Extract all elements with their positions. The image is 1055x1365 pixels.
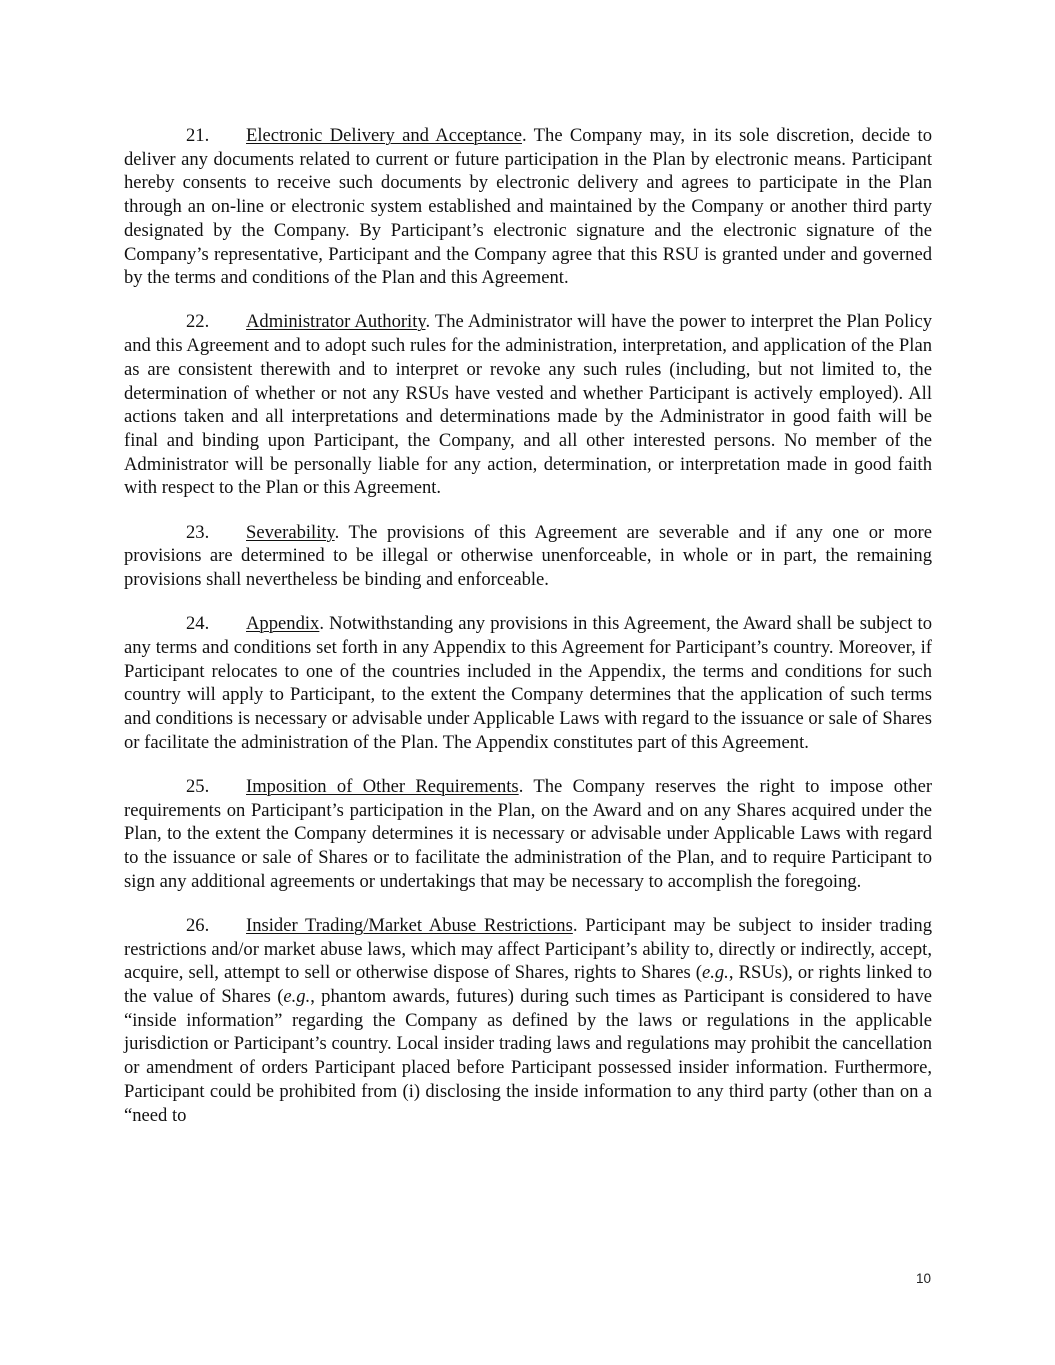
section-number: 21. bbox=[186, 125, 210, 146]
section-text: The provisions of this Agreement are severable and if any one or more provisions are determined to be illegal or otherwise unenforceable, in whole or in part, the remaining provisions shall nevertheless be binding and enforceable. bbox=[124, 521, 932, 590]
section-title: Insider Trading/Market Abuse Restrictions bbox=[246, 914, 573, 936]
example-abbrev: e.g. bbox=[701, 962, 729, 984]
section-text: Notwithstanding any provisions in this Agreement, the Award shall be subject to any terms and conditions set forth in any Appendix to this Agreement for Participant’s country. Moreover, if Participant relocates to one of the countries included in the Appendix, the terms and conditions for such country will apply to Participant, to the extent the Company determines that the application of such terms and conditions is necessary or advisable under Applicable Laws with regard to the issuance or sale of Shares or facilitate the administration of the Plan. The Appendix constitutes part of this Agreement. bbox=[124, 613, 932, 753]
title-punctuation: . bbox=[319, 613, 324, 635]
title-punctuation: . bbox=[334, 521, 340, 543]
title-punctuation: . bbox=[425, 311, 431, 333]
section-title: Imposition of Other Requirements bbox=[246, 775, 519, 797]
section-22 bbox=[124, 310, 932, 500]
title-punctuation: . bbox=[572, 914, 578, 936]
section-title: Electronic Delivery and Acceptance bbox=[246, 125, 522, 146]
document-body bbox=[124, 124, 932, 1148]
section-number: 26. bbox=[186, 914, 210, 936]
section-text: The Company may, in its sole discretion, decide to deliver any documents related to current or future participation in the Plan by electronic means. Participant hereby consents to receive such documents by electronic delivery and agrees to participate in the Plan through an on-line or electronic system established and maintained by the Company or another third party designated by the Company. By Participant’s electronic signature and the electronic signature of the Company’s representative, Participant and the Company agree that this RSU is granted under and governed by the terms and conditions of the Plan and this Agreement. bbox=[124, 125, 932, 289]
section-text: , phantom awards, futures) during such times as Participant is considered to have “inside information” regarding the Company as defined by the laws or regulations in the applicable jurisdiction or Participant’s country. Local insider trading laws and regulations may prohibit the cancellation or amendment of orders Participant placed before Participant possessed insider information. Furthermore, Participant could be prohibited from (i) disclosing the inside information to any third party (other than on a “need to bbox=[124, 986, 932, 1126]
page-number: 10 bbox=[915, 1271, 931, 1286]
section-number: 22. bbox=[186, 311, 210, 333]
example-abbrev: e.g. bbox=[283, 986, 311, 1007]
section-25 bbox=[124, 775, 932, 894]
title-punctuation: . bbox=[522, 125, 527, 146]
section-text: Participant may be subject to insider trading restrictions and/or market abuse laws, which may affect Participant’s ability to, directly or indirectly, accept, acquire, sell, attempt to sell or otherwise dispose of Shares, rights to Shares ( bbox=[124, 914, 932, 984]
section-number: 25. bbox=[186, 775, 210, 797]
title-punctuation: . bbox=[518, 775, 524, 797]
section-text: , RSUs), or rights linked to the value of Shares ( bbox=[124, 962, 933, 1007]
section-number: 24. bbox=[186, 613, 210, 635]
section-title: Appendix bbox=[246, 613, 320, 635]
section-number: 23. bbox=[186, 521, 210, 543]
section-21 bbox=[124, 124, 932, 290]
section-title: Administrator Authority bbox=[246, 311, 426, 333]
section-24 bbox=[124, 612, 932, 754]
section-text: The Administrator will have the power to interpret the Plan Policy and this Agreement and to adopt such rules for the administration, interpretation, and application of the Plan as are consistent therewith and to interpret or revoke any such rules (including, but not limited to, the determination of whether or not any RSUs have vested and whether Participant is actively employed). All actions taken and all interpretations and determinations made by the Administrator in good faith will be final and binding upon Participant, the Company, and all other interested persons. No member of the Administrator will be personally liable for any action, determination, or interpretation made in good faith with respect to the Plan or this Agreement. bbox=[124, 311, 932, 499]
section-26 bbox=[124, 914, 932, 1127]
section-23 bbox=[124, 521, 932, 592]
section-text: The Company reserves the right to impose other requirements on Participant’s participation in the Plan, on the Award and on any Shares acquired under the Plan, to the extent the Company determines it is necessary or advisable under Applicable Laws with regard to the issuance or sale of Shares or to facilitate the administration of the Plan, and to require Participant to sign any additional agreements or undertakings that may be necessary to accomplish the foregoing. bbox=[124, 775, 933, 892]
section-title: Severability bbox=[246, 521, 335, 543]
